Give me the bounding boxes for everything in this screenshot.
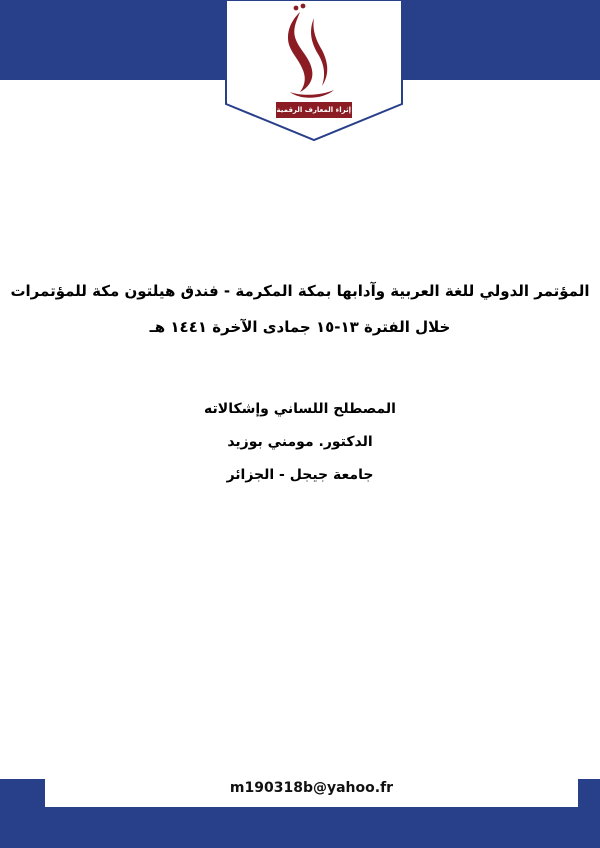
logo-banner-text: إثراء المعارف الرقمية xyxy=(277,106,351,114)
paper-title: المصطلح اللساني وإشكالاته xyxy=(204,401,396,417)
header-band xyxy=(0,0,600,160)
conference-title: المؤتمر الدولي للغة العربية وآدابها بمكة المكرمة - فندق هيلتون مكة للمؤتمرات xyxy=(10,282,590,300)
author-affiliation: جامعة جيجل - الجزائر xyxy=(226,467,374,483)
author-name: الدكتور. مومني بوزيد xyxy=(227,434,373,450)
conference-dates: خلال الفترة ١٣-١٥ جمادى الآخرة ١٤٤١ هـ xyxy=(149,318,451,336)
contact-email[interactable]: m190318b@yahoo.fr xyxy=(229,780,394,796)
logo-shield xyxy=(226,0,402,140)
